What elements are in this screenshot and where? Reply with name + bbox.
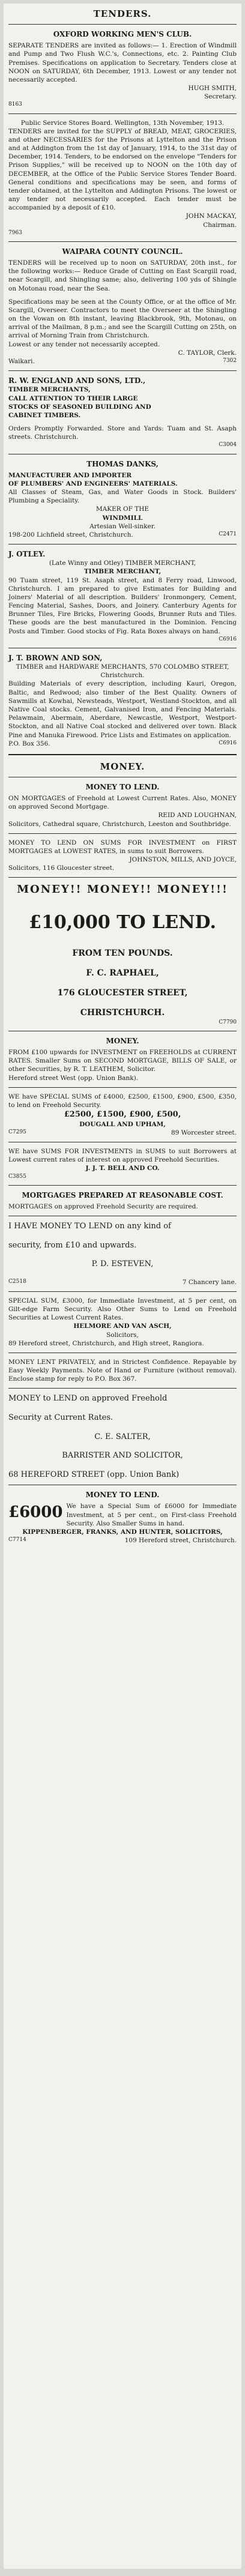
ad-thomas-danks: THOMAS DANKS, MANUFACTURER AND IMPORTER OF PLUMBERS' AND ENGINEERS' MATERIALS. All Classes of Steam, Gas, and Water Goods in Stock. Builders' Plumbing a Speciality. MAKER OF THE WINDMILL Artesian Well-sinker. 198-200 Lichfield street, Christchurch. C2471	[8, 459, 237, 538]
ad-waipara-council: WAIPARA COUNTY COUNCIL. TENDERS will be received up to noon on SATURDAY, 20th inst., for the following works:— Reduce Grade of Cutting on East Scargill road, near Scargill, and Shingling same; also, delivering 100 yds of Shingle on Motonau road, near the Sea. Specifications may be seen at the County Office, or at the office of Mr. Scargill, Overseer. Contractors to meet the Overseer at the Shingling on the Vowan on 8th instant, leaving Blackbrook, 9th, Motonau, on arrival of the Mailman, 8 p.m.; and see the Scargill Cutting on 25th, on arrival of Morning Train from Christchurch. Lowest or any tender not necessarily accepted. C. TAYLOR, Clerk. Waikari. 7302	[8, 247, 237, 365]
ad-bell: WE have SUMS FOR INVESTMENTS in SUMS to suit Borrowers at Lowest current rates of interest on approved Freehold Securities. J. J. T. BELL AND CO. C3855	[8, 1148, 237, 1180]
ad-dougall-upham: WE have SPECIAL SUMS of £4000, £2500, £1500, £900, £500, £350, to lend on Freehold Security. £2500, £1500, £900, £500, DOUGALL AND UPHAM, C7295 89 Worcester street.	[8, 1093, 237, 1136]
section-heading-tenders: TENDERS.	[93, 8, 152, 19]
ad-salter: MONEY to LEND on approved Freehold Security at Current Rates. C. E. SALTER, BARRISTER AND SOLICITOR, 68 HEREFORD STREET (opp. Union Bank)	[8, 1394, 183, 1479]
section-heading-money: MONEY.	[100, 761, 145, 772]
ad-oxford-club: OXFORD WORKING MEN'S CLUB. SEPARATE TENDERS are invited as follows:— 1. Erection of Windmill and Pump and Two Flush W.C.'s, Connections, etc. 2. Painting Club Premises. Specifications on application to Secretary. Tenders close at NOON on SATURDAY, 6th December, 1913. Lowest or any tender not necessarily accepted. HUGH SMITH, Secretary. 8163	[8, 30, 237, 108]
ad-raphael: MONEY!! MONEY!! MONEY!!! £10,000 TO LEND. FROM TEN POUNDS. F. C. RAPHAEL, 176 GLOUCESTER STREET, CHRISTCHURCH. C7790	[17, 883, 237, 1025]
ad-esteven: I HAVE MONEY TO LEND on any kind of security, from £10 and upwards. P. D. ESTEVEN, C2518 7 Chancery lane.	[8, 1222, 237, 1286]
newspaper-column	[4, 4, 241, 2569]
ad-otley: J. OTLEY. (Late Winny and Otley) TIMBER MERCHANT, TIMBER MERCHANT, 90 Tuam street, 119 St. Asaph street, and 8 Ferry road, Linwood, Christchurch. I am prepared to give Estimates for Building and Joiners' Material of all description. Builders' Ironmongery, Cement, Fencing Material, Sashes, Doors, and Joinery. Canterbury Agents for Brunner Tiles, Fire Bricks, Flowering Goods, Brunner Ruts and Tiles. These goods are the best manufactured in the Dominion. Fencing Posts and Timber. Good stocks of Fig. Rata Boxes always on hand. C6916	[8, 550, 237, 642]
ad-lent-privately: MONEY LENT PRIVATELY, and in Strictest Confidence. Repayable by Easy Weekly Payments. Note of Hand or Furniture (without removal). Enclose stamp for reply to P.O. Box 367.	[8, 1358, 237, 1383]
ad-money-2: MONEY TO LEND ON SUMS FOR INVESTMENT on FIRST MORTGAGES at LOWEST RATES, in sums to suit Borrowers. JOHNSTON, MILLS, AND JOYCE, Solicitors, 116 Gloucester street.	[8, 839, 237, 872]
ad-kippenberger: MONEY TO LEND. £6000 We have a Special Sum of £6000 for Immediate Investment, at 5 per cent., on First-class Freehold Security. Also Smaller Sums in hand. KIPPENBERGER, FRANKS, AND HUNTER, SOLICITORS, C7714 109 Hereford street, Christchurch.	[8, 1491, 237, 1545]
ad-mortgages: MORTGAGES PREPARED AT REASONABLE COST. MORTGAGES on approved Freehold Security are required.	[8, 1190, 223, 1210]
ad-public-service-stores: Public Service Stores Board. Wellington, 13th November, 1913. TENDERS are invited for the SUPPLY of BREAD, MEAT, GROCERIES, and other NECESSARIES for the Prisons at Lyttelton and the Prison and at Addington from the 1st day of January, 1914, to the 31st day of December, 1914. Tenders, to be endorsed on the envelope "Tenders for Prison Supplies," will be received up to NOON on the 10th day of DECEMBER, at the Office of the Public Service Stores Tender Board. General conditions and specifications may be seen, and forms of tender obtained, at the Lyttelton and Addington Prisons. The lowest or any tender not necessarily accepted. Each tender must be accompanied by a deposit of £10. JOHN MACKAY, Chairman. 7963	[8, 119, 237, 236]
ad-england-sons: R. W. ENGLAND AND SONS, LTD., TIMBER MERCHANTS, CALL ATTENTION TO THEIR LARGE STOCKS OF SEASONED BUILDING AND CABINET TIMBERS. Orders Promptly Forwarded. Store and Yards: Tuam and St. Asaph streets. Christchurch. C3004	[8, 376, 237, 448]
ad-brown-son: J. T. BROWN AND SON, TIMBER and HARDWARE MERCHANTS, 570 COLOMBO STREET, Christchurch. Building Materials of every description, including Kauri, Oregon, Baltic, and Redwood; also timber of the Best Quality. Owners of Sawmills at Kowhai, Newsteads, Westport, Westland-Stockton, and all Native Coal stocks. Cement, Galvanised Iron, and Fencing Materials. Pelawmain, Abermain, Aberdare, Newcastle, Westport, Westport-Stockton, and all Native Coal stocked and delivered over town. Black Pine and Manuka Firewood. Price Lists and Estimates on application. P.O. Box 356. C6916	[8, 653, 237, 747]
ad-special-sum: SPECIAL SUM, £3000, for Immediate Investment, at 5 per cent, on Gilt-edge Farm Security. Also Other Sums to Lend on Freehold Securities at Lowest Current Rates. HELMORE AND VAN ASCH, Solicitors, 89 Hereford street, Christchurch, and High street, Rangiora.	[8, 1297, 237, 1347]
ad-leathem: MONEY. FROM £100 upwards for INVESTMENT on FREEHOLDS at CURRENT RATES. Smaller Sums on SECOND MORTGAGE, BILLS OF SALE, or other Securities, by R. T. LEATHEM, Solicitor. Hereford street West (opp. Union Bank).	[8, 1036, 237, 1082]
ad-money-1: MONEY TO LEND. ON MORTGAGES of Freehold at Lowest Current Rates. Also, MONEY on approved Second Mortgage. REID AND LOUGHNAN, Solicitors, Cathedral square, Christchurch, Leeston and Southbridge.	[8, 782, 237, 828]
